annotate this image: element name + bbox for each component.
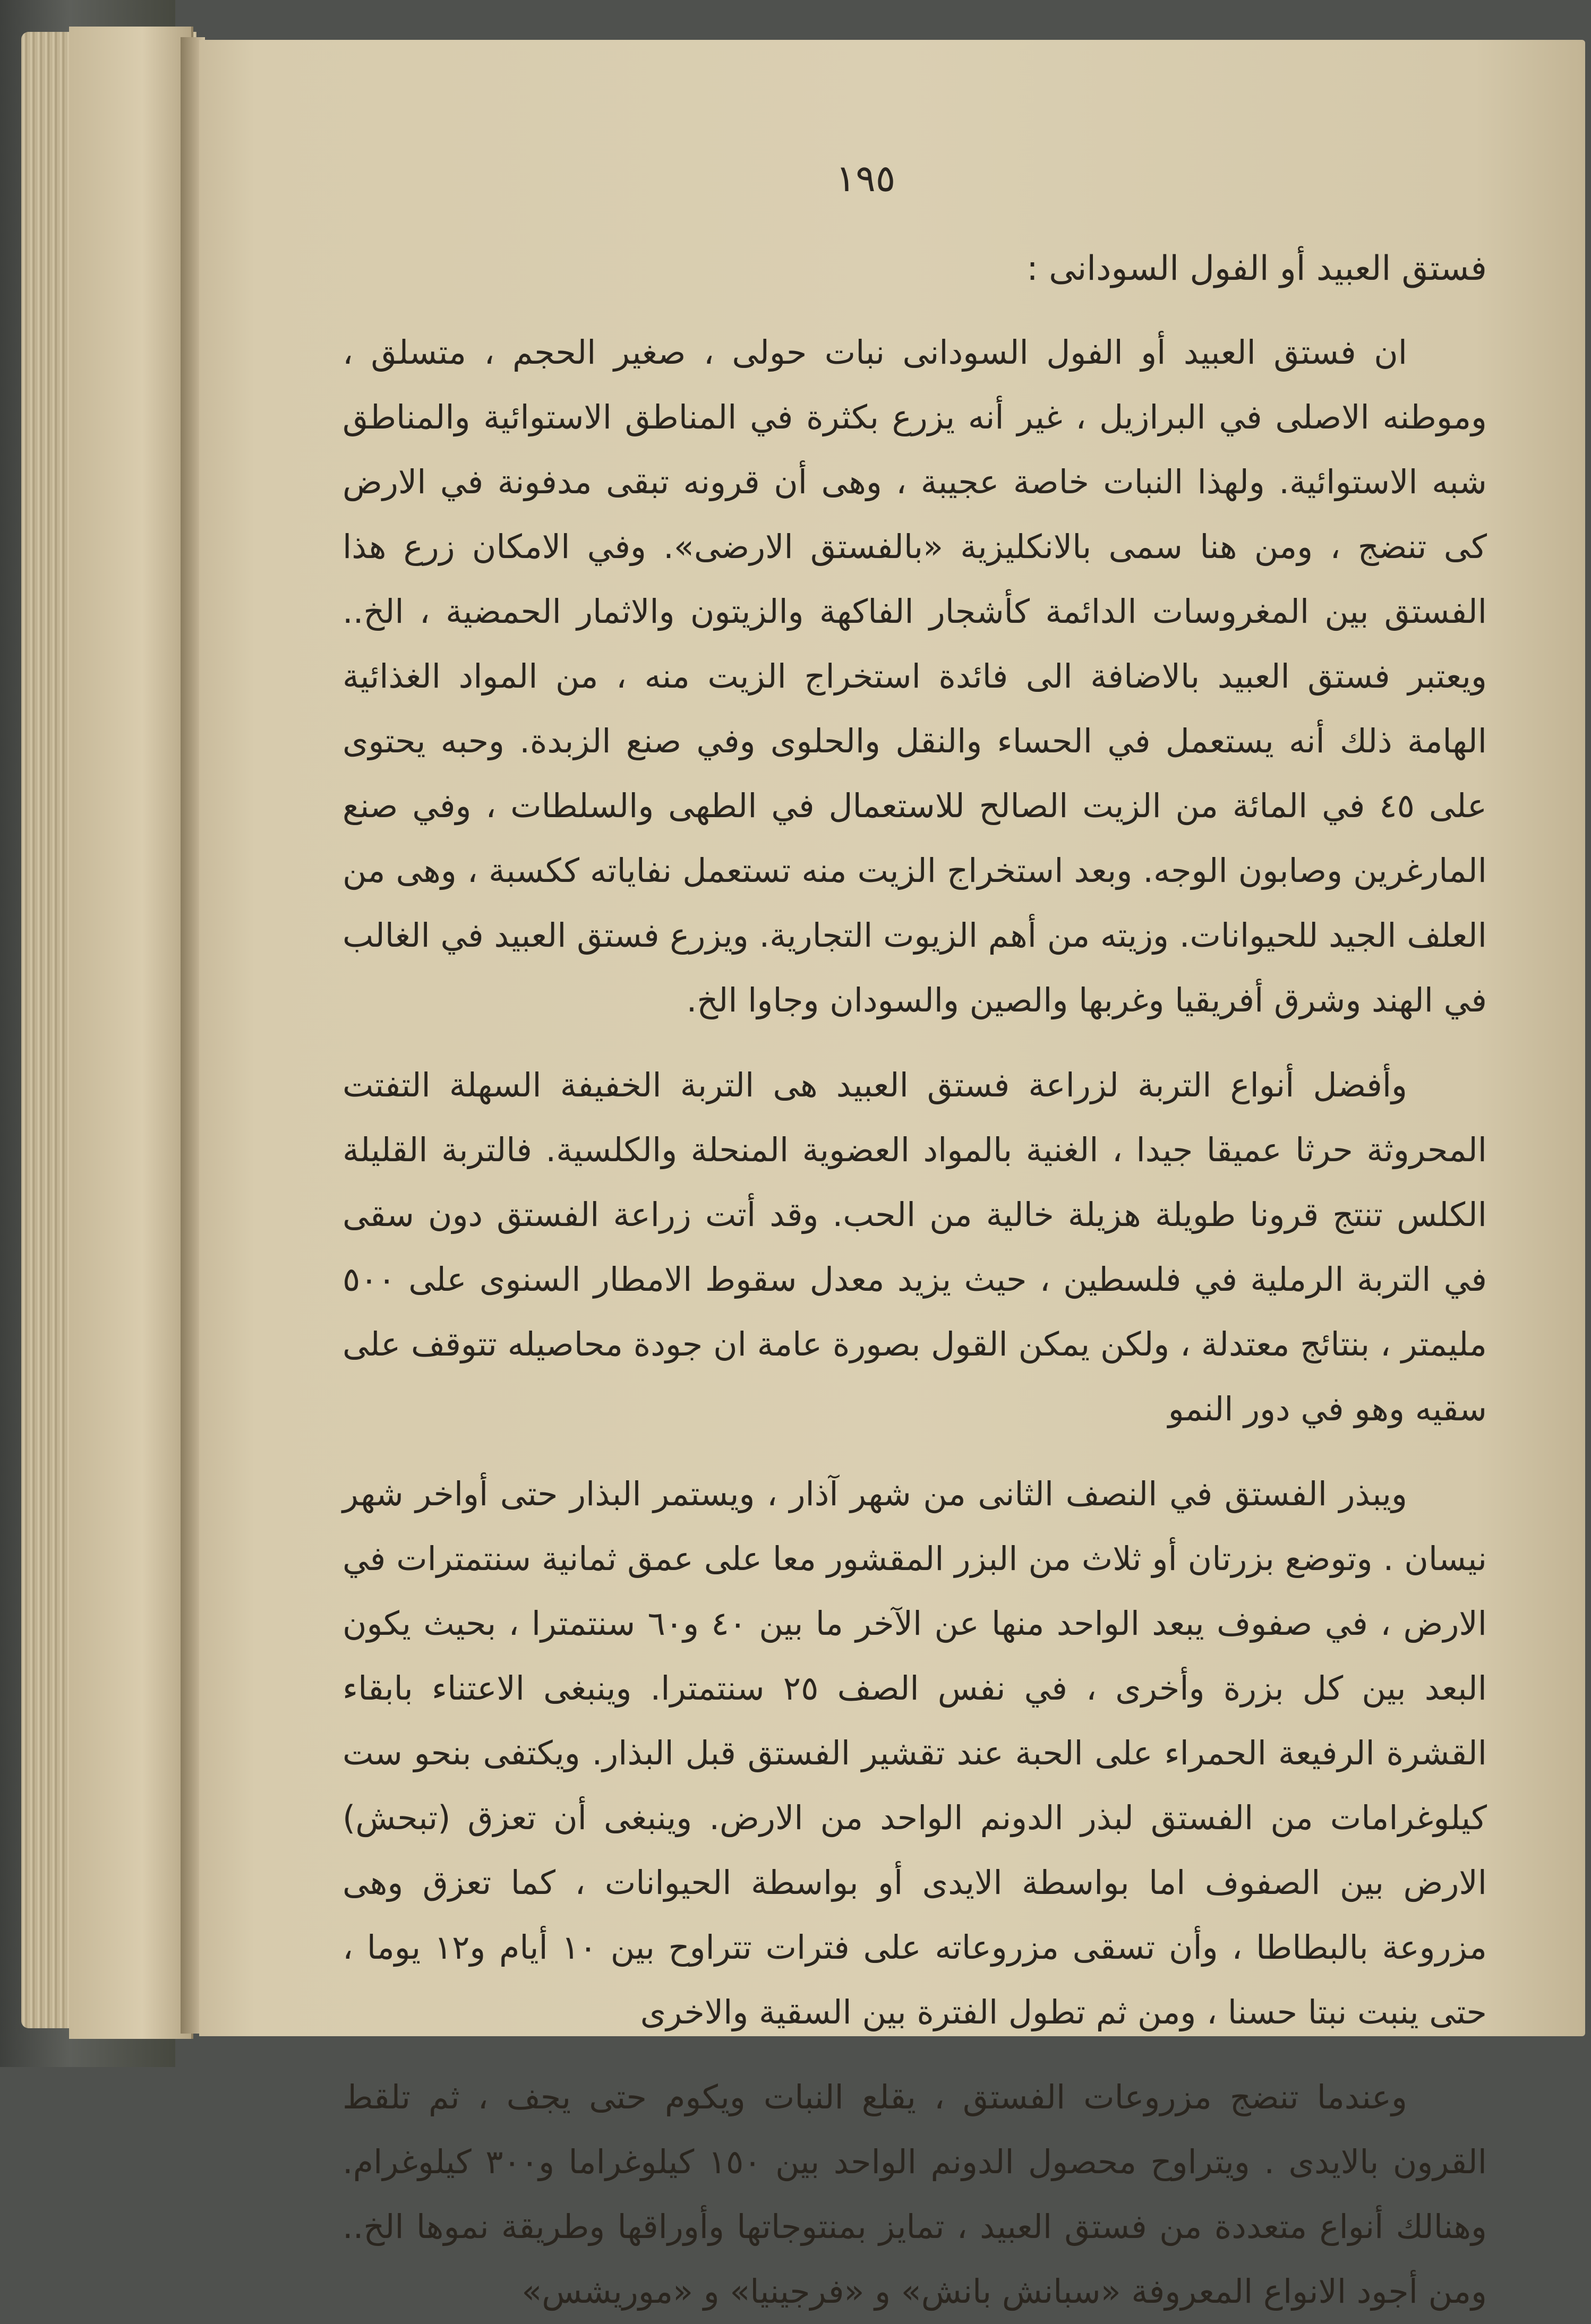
section-heading: فستق العبيد أو الفول السودانى :	[1027, 249, 1487, 288]
paragraph: ويبذر الفستق في النصف الثانى من شهر آذار ، ويستمر البذار حتى أواخر شهر نيسان . وتوضع بزرتان أو ثلاث من البزر المقشور معا على عمق ثمانية سنتمترات في الارض ، في صفوف يبعد الواحد منها عن الآخر ما بين ٤٠ و٦٠ سنتمترا ، بحيث يكون البعد بين كل بزرة وأخرى ، في نفس الصف ٢٥ سنتمترا. وينبغى الاعتناء بابقاء القشرة الرفيعة الحمراء على الحبة عند تقشير الفستق قبل البذار. ويكتفى بنحو ست كيلوغرامات من الفستق لبذر الدونم الواحد من الارض. وينبغى أن تعزق (تبحش) الارض بين الصفوف اما بواسطة الايدى أو بواسطة الحيوانات ، كما تعزق وهى مزروعة بالبطاطا ، وأن تسقى مزروعاته على فترات تتراوح بين ١٠ أيام و١٢ يوما ، حتى ينبت نبتا حسنا ، ومن ثم تطول الفترة بين السقية والاخرى	[343, 1474, 1487, 2031]
paragraph: ان فستق العبيد أو الفول السودانى نبات حولى ، صغير الحجم ، متسلق ، وموطنه الاصلى في البرازيل ، غير أنه يزرع بكثرة في المناطق الاستوائية والمناطق شبه الاستوائية. ولهذا النبات خاصة عجيبة ، وهى أن قرونه تبقى مدفونة في الارض كى تنضج ، ومن هنا سمى بالانكليزية «بالفستق الارضى». وفي الامكان زرع هذا الفستق بين المغروسات الدائمة كأشجار الفاكهة والزيتون والاثمار الحمضية ، الخ.. ويعتبر فستق العبيد بالاضافة الى فائدة استخراج الزيت منه ، من المواد الغذائية الهامة ذلك أنه يستعمل في الحساء والنقل والحلوى وفي صنع الزبدة. وحبه يحتوى على ٤٥ في المائة من الزيت الصالح للاستعمال في الطهى والسلطات ، وفي صنع المارغرين وصابون الوجه. وبعد استخراج الزيت منه تستعمل نفاياته ككسبة ، وهى من العلف الجيد للحيوانات. وزيته من أهم الزيوت التجارية. ويزرع فستق العبيد في الغالب في الهند وشرق أفريقيا وغربها والصين والسودان وجاوا الخ.	[343, 333, 1487, 1019]
paragraph: وأفضل أنواع التربة لزراعة فستق العبيد هى التربة الخفيفة السهلة التفتت المحروثة حرثا عميقا جيدا ، الغنية بالمواد العضوية المنحلة والكلسية. فالتربة القليلة الكلس تنتج قرونا طويلة هزيلة خالية من الحب. وقد أتت زراعة الفستق دون سقى في التربة الرملية في فلسطين ، حيث يزيد معدل سقوط الامطار السنوى على ٥٠٠ مليمتر ، بنتائج معتدلة ، ولكن يمكن القول بصورة عامة ان جودة محاصيله تتوقف على سقيه وهو في دور النمو	[343, 1066, 1487, 1428]
page-text	[343, 236, 1487, 2311]
paragraph: وعندما تنضج مزروعات الفستق ، يقلع النبات ويكوم حتى يجف ، ثم تلقط القرون بالايدى . ويتراوح محصول الدونم الواحد بين ١٥٠ كيلوغراما و٣٠٠ كيلوغرام. وهنالك أنواع متعددة من فستق العبيد ، تمايز بمنتوجاتها وأوراقها وطريقة نموها الخ.. ومن أجود الانواع المعروفة «سبانش بانش» و «فرجينيا» و «موريشس»	[343, 2078, 1487, 2311]
previous-pages-edge	[69, 27, 193, 2039]
page-number: ١٩٥	[835, 157, 896, 200]
